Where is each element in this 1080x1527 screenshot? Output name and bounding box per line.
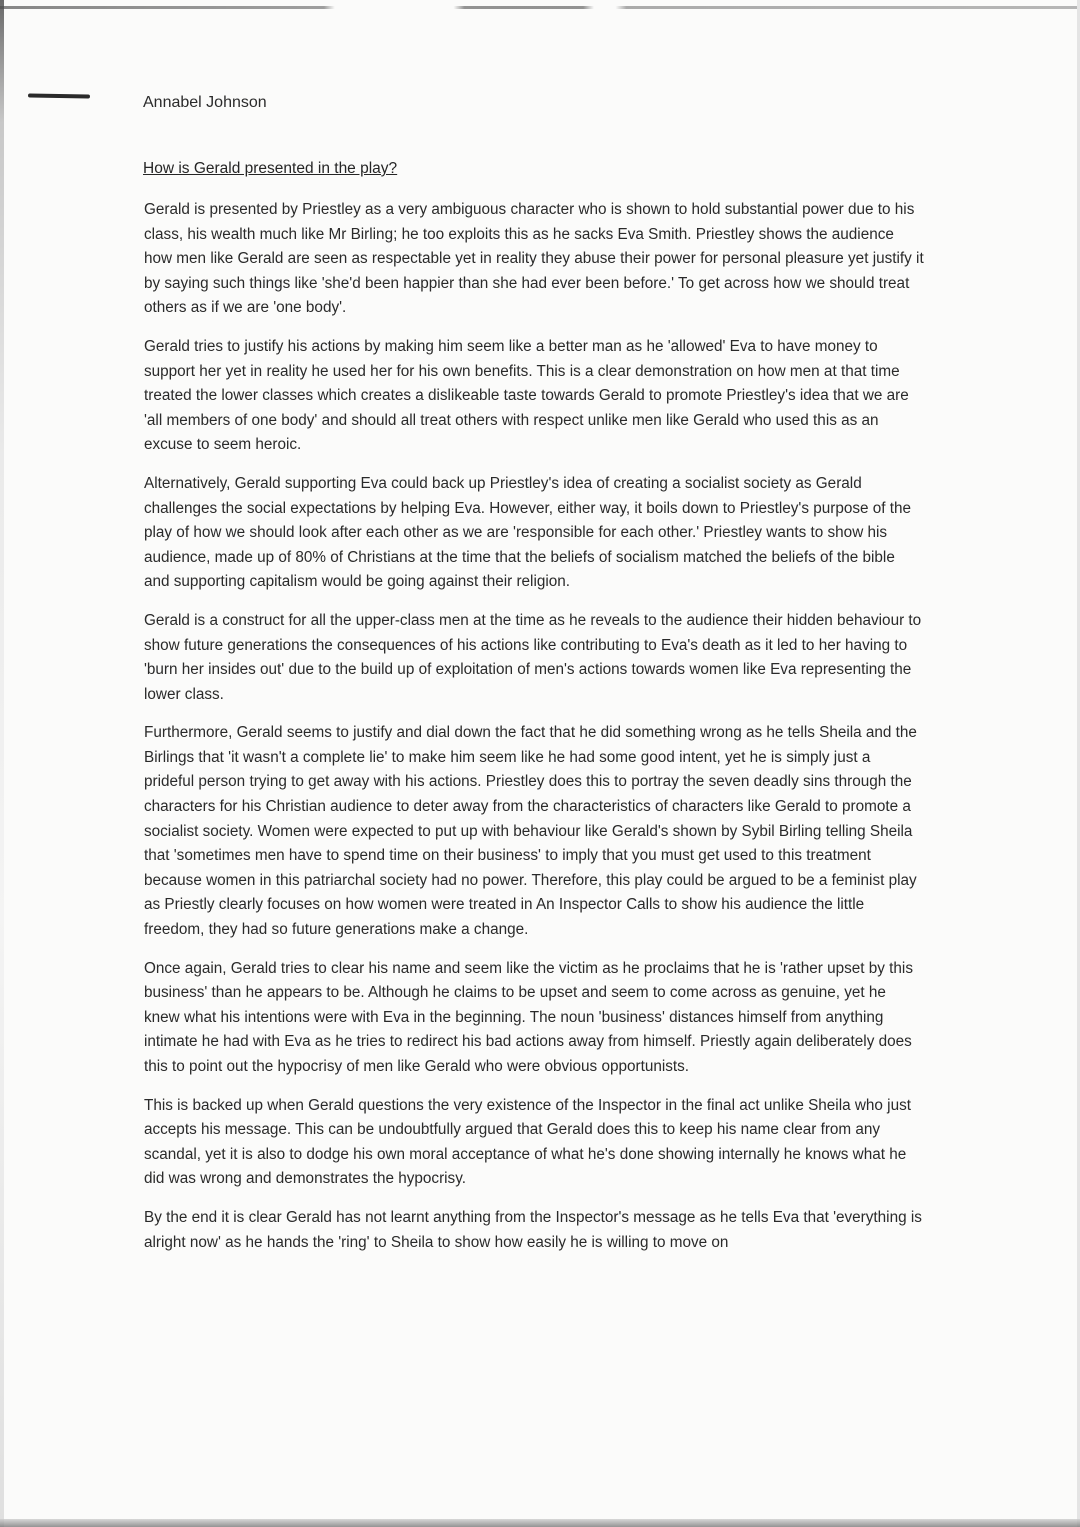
author-name: Annabel Johnson <box>143 94 267 111</box>
essay-body <box>144 198 924 1269</box>
margin-mark <box>28 93 90 98</box>
paragraph-3: Alternatively, Gerald supporting Eva could back up Priestley's idea of creating a socialist society as Gerald challenges the social expectations by helping Eva. However, either way, it boils down to Priestley's purpose of the play of how we should look after each other as we are 'responsible for each other.' Priestley wants to show his audience, made up of 80% of Christians at the time that the beliefs of socialism matched the beliefs of the bible and supporting capitalism would be going against their religion. <box>144 474 912 591</box>
paragraph-2: Gerald tries to justify his actions by making him seem like a better man as he 'allowed' Eva to have money to support her yet in reality he used her for his own benefits. This is a clear demonstration on how men at that time treated the lower classes which creates a dislikeable taste towards Gerald to promote Priestley's idea that we are 'all members of one body' and should all treat others with respect unlike men like Gerald who used this as an excuse to seem heroic. <box>144 337 909 454</box>
scan-edge-bottom <box>0 1519 1080 1527</box>
essay-title: How is Gerald presented in the play? <box>143 160 398 177</box>
paragraph-4: Gerald is a construct for all the upper-class men at the time as he reveals to the audience their hidden behaviour to show future generations the consequences of his actions like contributing to Eva's death as it led to her having to 'burn her insides out' due to the build up of exploitation of men's actions towards women like Eva representing the lower class. <box>144 611 922 703</box>
scan-edge-left <box>0 0 4 1527</box>
scan-edge-top <box>0 6 1080 9</box>
paragraph-7: This is backed up when Gerald questions the very existence of the Inspector in the final act unlike Sheila who just accepts his message. This can be undoubtfully argued that Gerald does this to keep his name clear from any scandal, yet it is also to dodge his own moral acceptance of what he's done showing internally he knows what he did was wrong and demonstrates the hypocrisy. <box>144 1096 911 1188</box>
paragraph-6: Once again, Gerald tries to clear his name and seem like the victim as he proclaims that he is 'rather upset by this business' than he appears to be. Although he claims to be upset and seem to come across as genuine, yet he knew what his intentions were with Eva in the beginning. The noun 'business' distances himself from anything intimate he had with Eva as he tries to redirect his bad actions away from himself. Priestly again deliberately does this to point out the hypocrisy of men like Gerald who were obvious opportunists. <box>144 959 913 1075</box>
paragraph-1: Gerald is presented by Priestley as a very ambiguous character who is shown to hold substantial power due to his class, his wealth much like Mr Birling; he too exploits this as he sacks Eva Smith. Priestley shows the audience how men like Gerald are seen as respectable yet in reality they abuse their power for personal pleasure yet justify it by saying such things like 'she'd been happier than she had ever been before.' To get across how we should treat others as if we are 'one body'. <box>144 201 924 317</box>
paragraph-5: Furthermore, Gerald seems to justify and dial down the fact that he did something wrong as he tells Sheila and the Birlings that 'it wasn't a complete lie' to make him seem like he had some good intent, yet he is simply just a prideful person trying to get away with his actions. Priestley does this to portray the seven deadly sins through the characters for his Christian audience to deter away from the characteristics of characters like Gerald to promote a socialist society. Women were expected to put up with behaviour like Gerald's shown by Sybil Birling telling Sheila that 'sometimes men have to spend time on their business' to imply that you must get used to this treatment because women in this patriarchal society had no power. Therefore, this play could be argued to be a feminist play as Priestly clearly focuses on how women were treated in An Inspector Calls to show his audience the little freedom, they had so future generations make a change. <box>144 724 917 939</box>
paragraph-8: By the end it is clear Gerald has not learnt anything from the Inspector's message as he tells Eva that 'everything is alright now' as he hands the 'ring' to Sheila to show how easily he is willing to move on <box>144 1208 922 1251</box>
